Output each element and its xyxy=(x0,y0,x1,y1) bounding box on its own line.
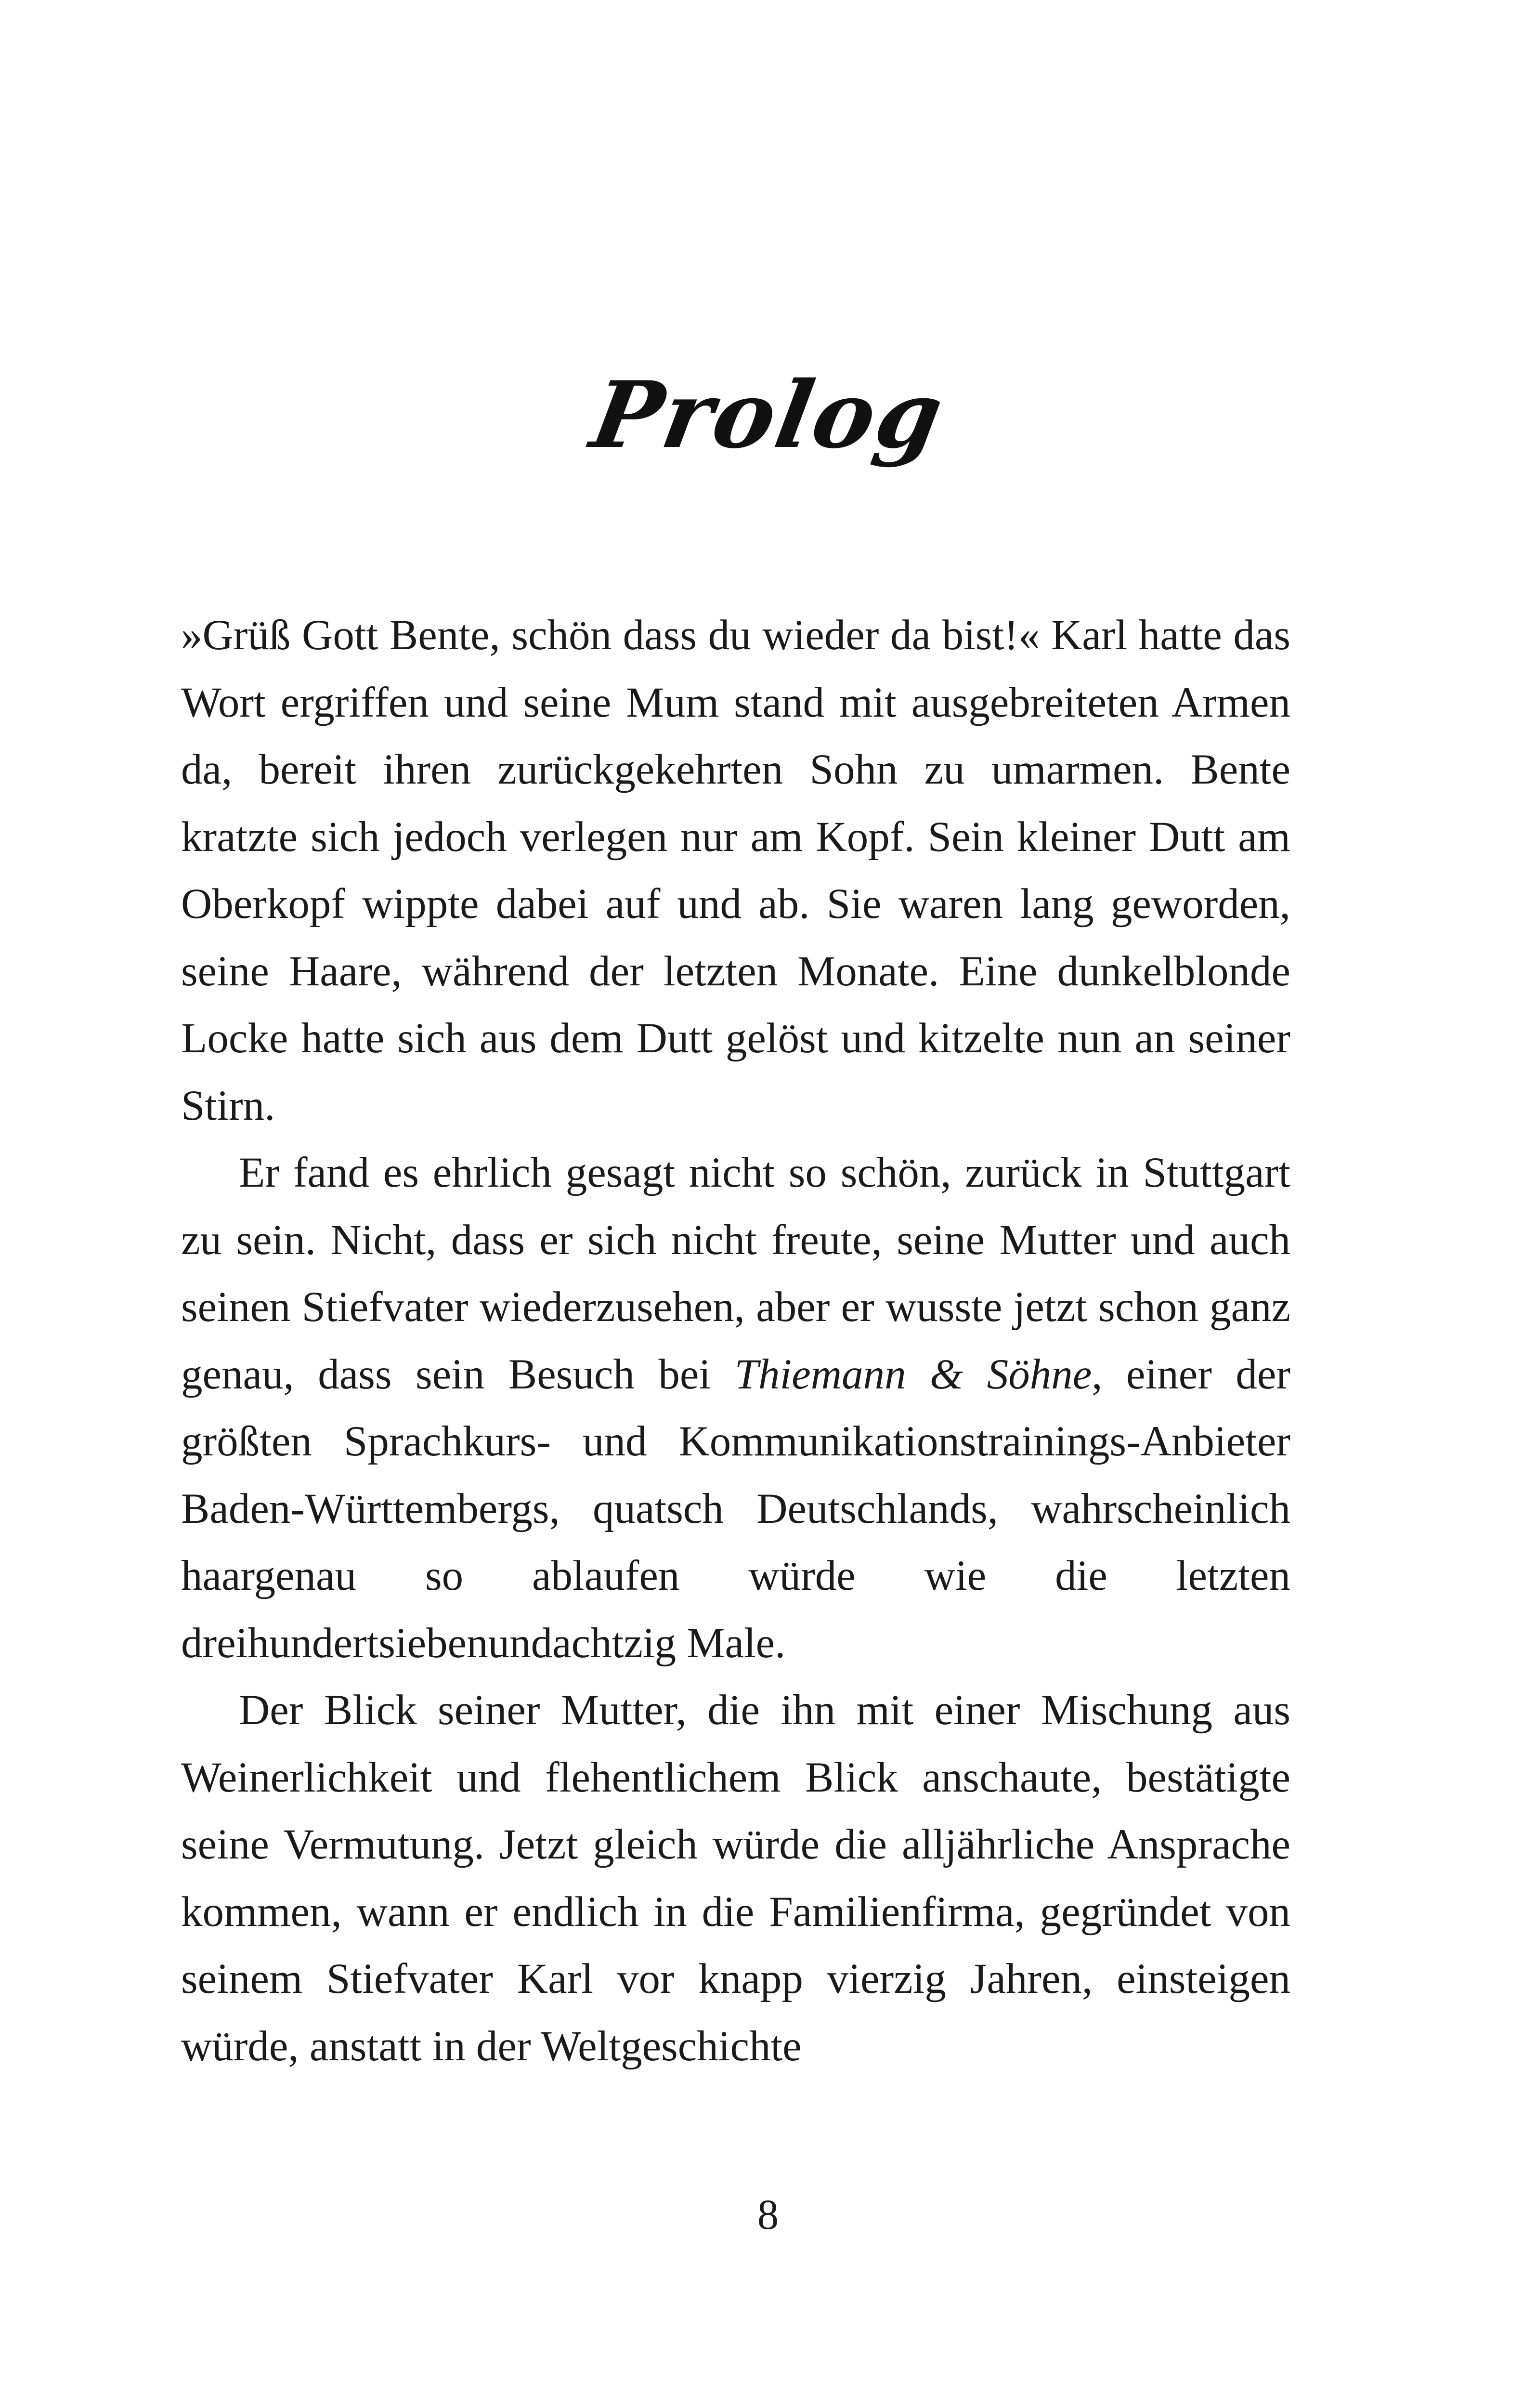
paragraph-2-text-end: , einer der größten Sprachkurs- und Kommunikationstrainings-Anbieter Baden-Württembergs, quatsch Deutschlands, wahrscheinlich haargenau so ablaufen würde wie die letzten dreihundertsiebenundachtzig Male. xyxy=(181,1350,1290,1667)
paragraph-1: »Grüß Gott Bente, schön dass du wieder da bist!« Karl hatte das Wort ergriffen und seine Mum stand mit ausgebreiteten Armen da, bereit ihren zurückgekehrten Sohn zu umarmen. Bente kratzte sich jedoch verlegen nur am Kopf. Sein kleiner Dutt am Oberkopf wippte dabei auf und ab. Sie waren lang geworden, seine Haare, während der letzten Monate. Eine dunkelblonde Locke hatte sich aus dem Dutt gelöst und kitzelte nun an seiner Stirn. xyxy=(181,612,1290,1129)
paragraph-2-text-start: Er fand es ehrlich gesagt nicht so schön, zurück in Stuttgart zu sein. Nicht, dass er sich nicht freute, seine Mutter und auch seinen Stiefvater wiederzusehen, aber er wusste jetzt schon ganz genau, dass sein Besuch bei xyxy=(181,1149,1290,1398)
body-text xyxy=(181,602,1290,2080)
page-number: 8 xyxy=(757,2191,779,2238)
chapter-title: Prolog xyxy=(584,361,952,469)
paragraph-2 xyxy=(181,1139,1290,1677)
paragraph-3: Der Blick seiner Mutter, die ihn mit einer Mischung aus Weinerlichkeit und flehentlichem Blick anschaute, bestätigte seine Vermutung. Jetzt gleich würde die alljährliche Ansprache kommen, wann er endlich in die Familienfirma, gegründet von seinem Stiefvater Karl vor knapp vierzig Jahren, einsteigen würde, anstatt in der Weltgeschichte xyxy=(181,1687,1290,2070)
company-name: Thiemann & Söhne xyxy=(734,1350,1092,1398)
